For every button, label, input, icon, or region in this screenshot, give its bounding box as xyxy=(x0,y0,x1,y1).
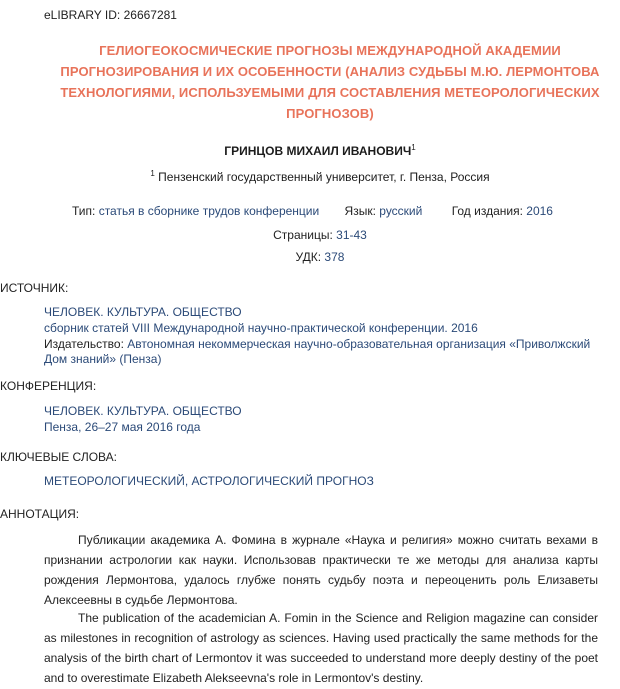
conference-place: Пенза, 26–27 мая 2016 года xyxy=(44,420,201,434)
abstract-ru-text: Публикации академика А. Фомина в журнале «Наука и религия» можно считать вехами в признании астрологии как науки. Использовав практически те же методы для анализа карты рождения Лермонтова, удалось глубже понять судьбу поэта и переоценить роль Елизаветы Алексеевны в судьбе Лермонтова. xyxy=(44,533,598,607)
year-value: 2016 xyxy=(526,204,553,218)
affiliation xyxy=(0,169,620,184)
author-name[interactable]: ГРИНЦОВ МИХАИЛ ИВАНОВИЧ xyxy=(224,144,412,158)
author[interactable] xyxy=(0,143,620,158)
abstract-en xyxy=(44,608,598,688)
source-collection: сборник статей VIII Международной научно-практической конференции. 2016 xyxy=(44,321,478,335)
conference-block xyxy=(44,404,604,435)
source-title[interactable]: ЧЕЛОВЕК. КУЛЬТУРА. ОБЩЕСТВО xyxy=(44,305,242,319)
lang-label: Язык: xyxy=(344,204,376,218)
source-publisher xyxy=(44,337,600,367)
pages-label: Страницы: xyxy=(273,228,333,242)
abstract-heading: АННОТАЦИЯ: xyxy=(0,507,80,521)
author-sup: 1 xyxy=(411,143,416,152)
pages xyxy=(0,228,620,242)
udk-label: УДК: xyxy=(295,250,322,264)
lang-value: русский xyxy=(379,204,423,218)
pages-value: 31-43 xyxy=(336,228,367,242)
article-title: ГЕЛИОГЕОКОСМИЧЕСКИЕ ПРОГНОЗЫ МЕЖДУНАРОДНОЙ АКАДЕМИИ ПРОГНОЗИРОВАНИЯ И ИХ ОСОБЕННОСТИ (АНАЛИЗ СУДЬБЫ М.Ю. ЛЕРМОНТОВА ТЕХНОЛОГИЯМИ, ИСПОЛЬЗУЕМЫМИ ДЛЯ СОСТАВЛЕНИЯ МЕТЕОРОЛОГИЧЕСКИХ ПРОГНОЗОВ) xyxy=(60,43,600,121)
abstract-ru xyxy=(44,530,598,610)
udk-value: 378 xyxy=(324,250,345,264)
affiliation-sup: 1 xyxy=(150,169,155,178)
elibrary-id: eLIBRARY ID: 26667281 xyxy=(44,8,177,22)
conference-heading: КОНФЕРЕНЦИЯ: xyxy=(0,379,97,393)
keywords-heading: КЛЮЧЕВЫЕ СЛОВА: xyxy=(0,450,117,464)
source-block xyxy=(44,305,604,367)
source-heading: ИСТОЧНИК: xyxy=(0,281,69,295)
type-label: Тип: xyxy=(72,204,96,218)
type-value: статья в сборнике трудов конференции xyxy=(98,204,320,218)
publisher-value[interactable]: Автономная некоммерческая научно-образовательная организация «Приволжский Дом знаний» (Пенза) xyxy=(44,337,591,366)
year-label: Год издания: xyxy=(451,204,523,218)
publisher-label: Издательство: xyxy=(44,337,124,351)
conference-title[interactable]: ЧЕЛОВЕК. КУЛЬТУРА. ОБЩЕСТВО xyxy=(44,404,242,418)
keywords-text[interactable]: МЕТЕОРОЛОГИЧЕСКИЙ, АСТРОЛОГИЧЕСКИЙ ПРОГНОЗ xyxy=(44,474,374,488)
affiliation-text: Пензенский государственный университет, г. Пенза, Россия xyxy=(158,170,490,184)
abstract-en-text: The publication of the academician A. Fomin in the Science and Religion magazine can consider as milestones in recognition of astrology as sciences. Having used practically the same methods for the analysis of the birth chart of Lermontov it was succeeded to understand more deeply destiny of the poet and to overestimate Elizabeth Alekseevna's role in Lermontov's destiny. xyxy=(44,611,598,685)
meta-row xyxy=(72,204,553,218)
udk xyxy=(0,250,620,264)
